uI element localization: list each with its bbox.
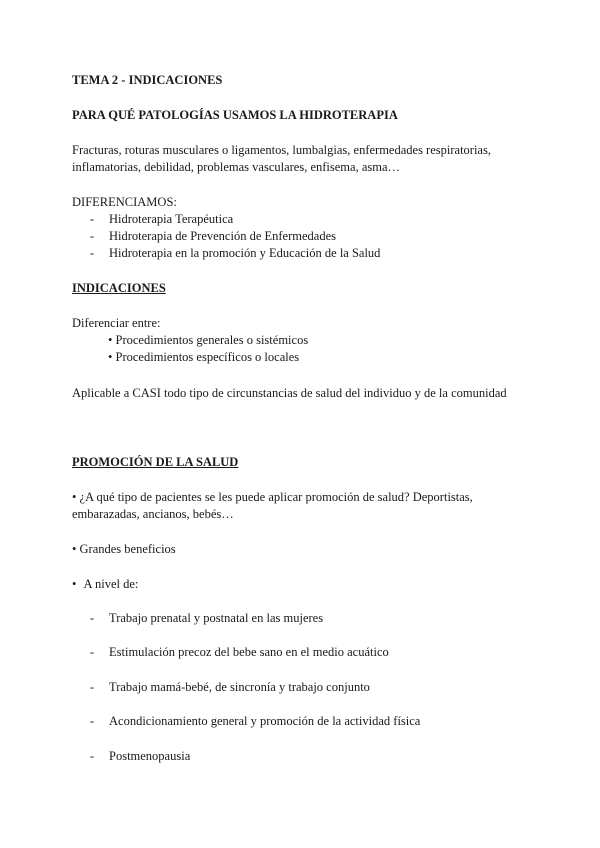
section-subtitle: PARA QUÉ PATOLOGÍAS USAMOS LA HIDROTERAPIA <box>72 108 398 122</box>
diferenciar-item <box>108 349 299 366</box>
dash-marker: - <box>90 749 95 763</box>
diferenciamos-item-text: Hidroterapia Terapéutica <box>109 212 234 226</box>
bullet-marker: • <box>108 333 113 347</box>
pacientes-paragraph <box>72 489 532 523</box>
bullet-marker: • <box>108 350 113 364</box>
diferenciar-label: Diferenciar entre: <box>72 316 161 330</box>
bullet-marker: • <box>72 490 77 504</box>
pacientes-text: ¿A qué tipo de pacientes se les puede aplicar promoción de salud? Deportistas, embarazadas, ancianos, bebés… <box>72 490 473 521</box>
dash-marker: - <box>90 246 95 260</box>
dash-marker: - <box>90 714 95 728</box>
nivel-item-text: Estimulación precoz del bebe sano en el medio acuático <box>109 645 389 659</box>
diferenciar-item-text: Procedimientos específicos o locales <box>115 350 300 364</box>
beneficios-line <box>72 541 176 558</box>
diferenciar-item-text: Procedimientos generales o sistémicos <box>115 333 309 347</box>
bullet-marker: • <box>72 577 77 591</box>
aplicable-paragraph: Aplicable a CASI todo tipo de circunstancias de salud del individuo y de la comunidad <box>72 386 507 400</box>
diferenciamos-label: DIFERENCIAMOS: <box>72 195 177 209</box>
dash-marker: - <box>90 680 95 694</box>
intro-paragraph: Fracturas, roturas musculares o ligamentos, lumbalgias, enfermedades respiratorias, inflamatorias, debilidad, problemas vasculares, enfisema, asma… <box>72 143 491 174</box>
nivel-item-text: Postmenopausia <box>109 749 191 763</box>
indicaciones-heading: INDICACIONES <box>72 281 166 295</box>
diferenciamos-item-text: Hidroterapia en la promoción y Educación de la Salud <box>109 246 381 260</box>
diferenciar-item <box>108 332 308 349</box>
dash-marker: - <box>90 212 95 226</box>
nivel-item-text: Trabajo prenatal y postnatal en las mujeres <box>109 611 324 625</box>
beneficios-text: Grandes beneficios <box>79 542 176 556</box>
nivel-item-text: Acondicionamiento general y promoción de la actividad física <box>109 714 421 728</box>
dash-marker: - <box>90 645 95 659</box>
diferenciamos-item-text: Hidroterapia de Prevención de Enfermedades <box>109 229 336 243</box>
bullet-marker: • <box>72 542 77 556</box>
nivel-item-text: Trabajo mamá-bebé, de sincronía y trabajo conjunto <box>109 680 370 694</box>
document-title: TEMA 2 - INDICACIONES <box>72 73 223 87</box>
dash-marker: - <box>90 229 95 243</box>
promocion-heading: PROMOCIÓN DE LA SALUD <box>72 455 239 469</box>
dash-marker: - <box>90 611 95 625</box>
a-nivel-text: A nivel de: <box>83 577 139 591</box>
a-nivel-line <box>72 576 138 593</box>
